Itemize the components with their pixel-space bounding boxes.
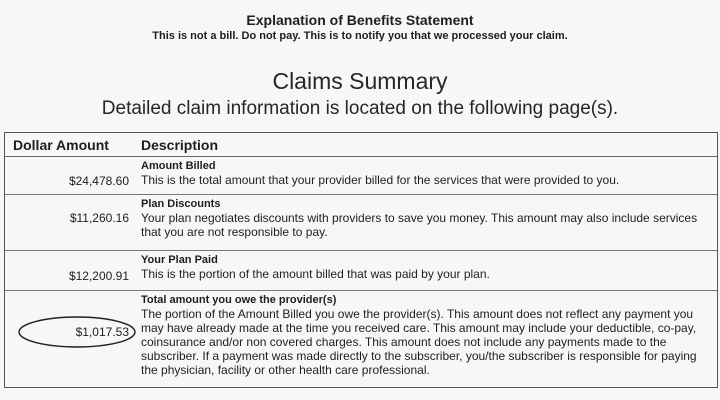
total-owed-title: Total amount you owe the provider(s)	[141, 294, 337, 306]
plan-discounts-description: Your plan negotiates discounts with providers to save you money. This amount may also include services that you are not responsible to pay.	[141, 211, 698, 239]
table-header	[5, 133, 717, 157]
amount-billed-description: This is the total amount that your provider billed for the services that were provided to you.	[141, 173, 620, 187]
statement-title: Explanation of Benefits Statement	[246, 12, 474, 28]
column-header-dollar-amount: Dollar Amount	[13, 137, 109, 153]
claims-summary-table	[4, 132, 718, 388]
plan-discounts-value: $11,260.16	[69, 211, 129, 225]
total-owed-value: $1,017.53	[75, 325, 129, 339]
column-header-description: Description	[141, 137, 219, 153]
total-owed-description: The portion of the Amount Billed you owe the provider(s). This amount does not reflect any payment you may have already made at the time you received care. This amount may include your deductible, co-pay, coinsurance and/or non covered charges. This amount does not include any payments made to the subscriber. If a payment was made directly to the subscriber, you/the subscriber is responsible for paying the physician, facility or other health care professional.	[141, 307, 697, 377]
plan-paid-description: This is the portion of the amount billed that was paid by your plan.	[141, 267, 490, 281]
table-row-amount-billed	[5, 157, 717, 195]
statement-notice: This is not a bill. Do not pay. This is to notify you that we processed your claim.	[152, 30, 568, 42]
claims-summary-subheading: Detailed claim information is located on the following page(s).	[101, 98, 619, 119]
amount-billed-title: Amount Billed	[141, 160, 216, 172]
plan-discounts-title: Plan Discounts	[141, 198, 221, 210]
amount-billed-value: $24,478.60	[68, 174, 129, 188]
claims-summary-heading: Claims Summary	[272, 68, 448, 94]
hand-drawn-circle-annotation	[17, 315, 137, 349]
plan-paid-value: $12,200.91	[68, 269, 129, 283]
table-row-your-plan-paid	[5, 251, 717, 291]
plan-paid-title: Your Plan Paid	[141, 254, 218, 266]
table-row-plan-discounts	[5, 195, 717, 251]
